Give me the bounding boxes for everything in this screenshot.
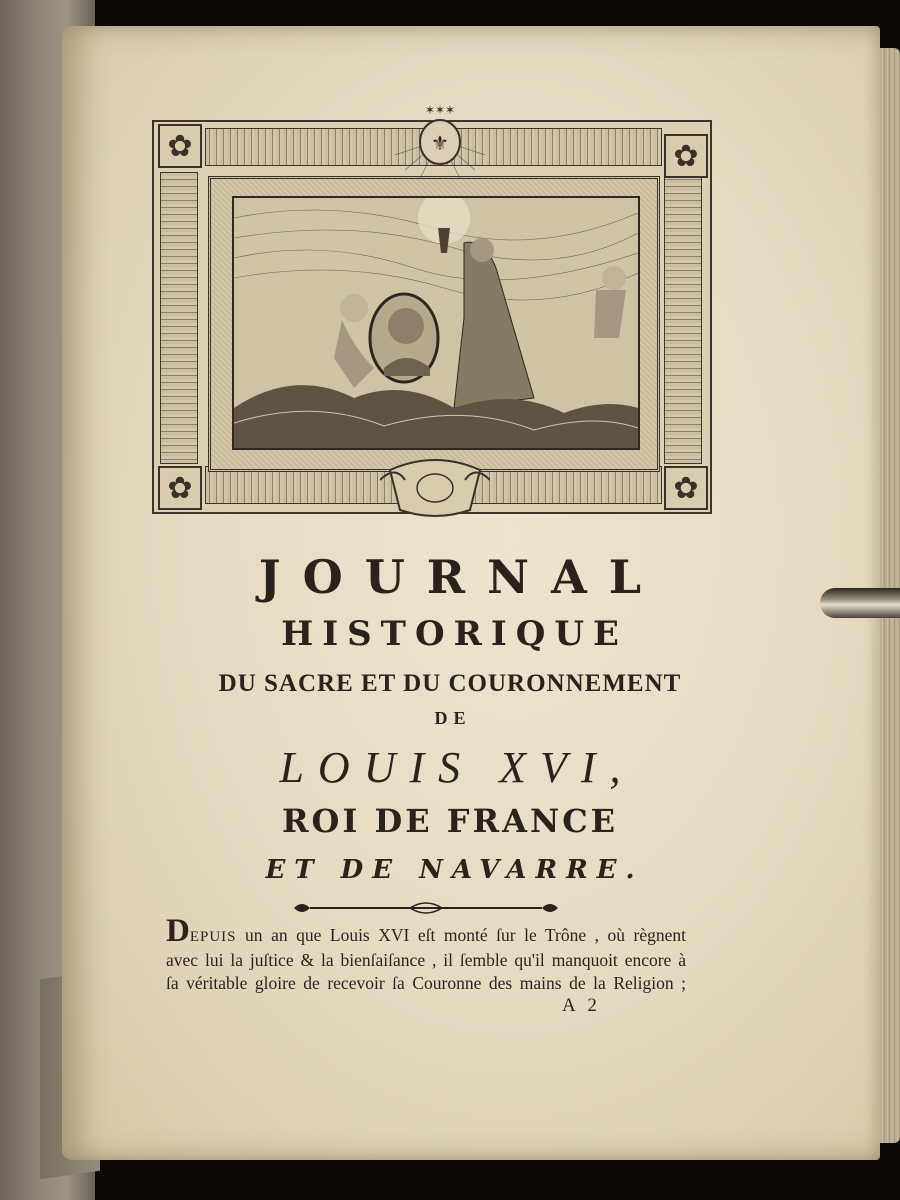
svg-text:⚜: ⚜ xyxy=(431,133,449,155)
first-word-rest: EPUIS xyxy=(189,929,237,945)
svg-text:✶✶✶: ✶✶✶ xyxy=(424,103,456,117)
fleur-de-lis-crest-icon xyxy=(395,100,485,180)
rosette-icon: ✿ xyxy=(664,466,708,510)
title-line-de: DE xyxy=(434,708,472,728)
body-paragraph xyxy=(166,913,686,995)
engraved-allegory-scene xyxy=(232,196,640,450)
scroll-rule-ornament-icon xyxy=(290,898,562,918)
frame-left-band xyxy=(160,172,198,464)
body-line-2: avec lui la juſtice & la bienſaiſance , il ſemble qu'il manquoit encore à xyxy=(166,950,686,970)
title-line-journal: JOURNAL xyxy=(258,550,664,604)
body-line-3: ſa véritable gloire de recevoir ſa Couronne des mains de la Religion ; xyxy=(166,973,686,993)
rosette-icon: ✿ xyxy=(158,124,202,168)
drop-cap: D xyxy=(166,913,190,949)
cartouche-icon xyxy=(380,450,490,520)
signature-mark: A 2 xyxy=(562,995,601,1016)
frame-right-band xyxy=(664,172,702,464)
body-line-1 xyxy=(166,913,686,949)
title-line-historique: HISTORIQUE xyxy=(281,614,628,654)
title-line-roi: ROI DE FRANCE xyxy=(281,802,619,840)
title-line-sacre: DU SACRE ET DU COURONNEMENT xyxy=(218,670,682,697)
title-line-navarre: ET DE NAVARRE. xyxy=(265,855,644,885)
rosette-icon: ✿ xyxy=(158,466,202,510)
rosette-icon: ✿ xyxy=(664,134,708,178)
title-line-louis: LOUIS XVI, xyxy=(279,743,635,792)
body-line-1-text: un an que Louis XVI eſt monté ſur le Trône , où règnent xyxy=(236,925,686,945)
